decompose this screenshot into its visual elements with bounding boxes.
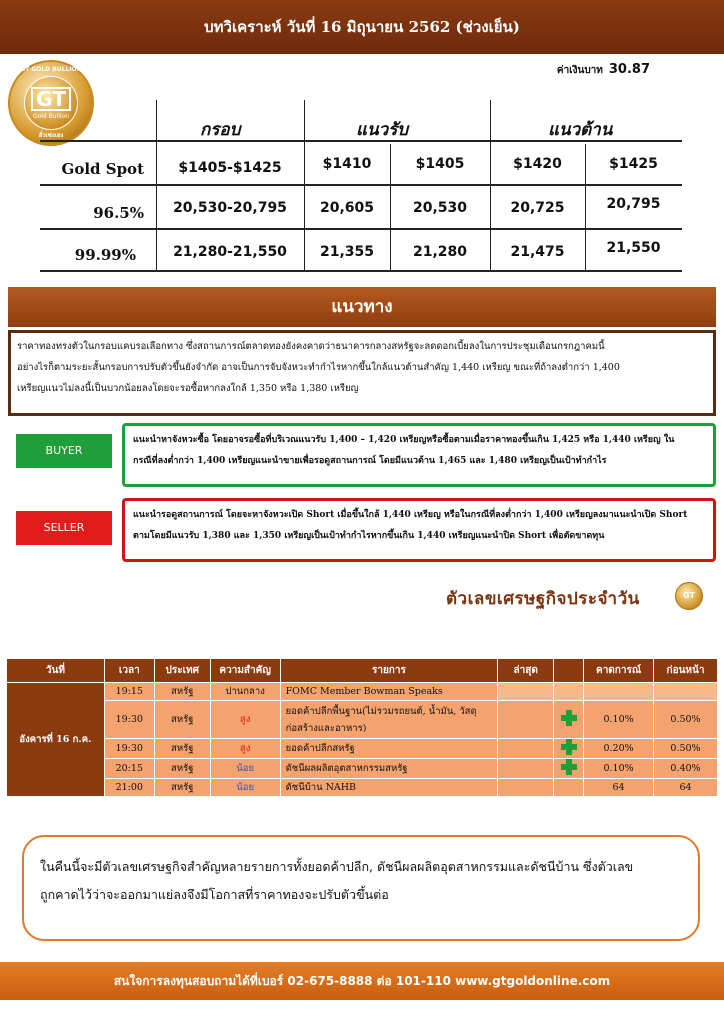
table-header-row	[7, 659, 718, 683]
range-gold-spot: $1405-$1425	[178, 160, 282, 176]
event-previous	[654, 683, 718, 701]
divider	[40, 140, 682, 142]
col-forecast: คาดการณ์	[584, 659, 654, 683]
event-latest	[498, 779, 554, 797]
seller-note	[122, 498, 716, 562]
col-indicator	[554, 659, 584, 683]
logo-subtitle: Gold Bullion	[32, 112, 70, 120]
gold-coin-icon: GT	[675, 582, 703, 610]
event-latest	[498, 683, 554, 701]
guide-box	[8, 330, 716, 416]
contact-text: สนใจการลงทุนสอบถามได้ที่เบอร์ 02-675-8888 ต่อ 101-110 www.gtgoldonline.com	[113, 974, 611, 988]
resistance2-gold-spot: $1425	[609, 156, 658, 172]
event-importance: สูง	[210, 701, 280, 739]
resistance2-9999: 21,550	[606, 240, 661, 256]
event-forecast: 0.10%	[584, 759, 654, 779]
contact-footer	[0, 962, 724, 1000]
positive-plus-icon	[561, 759, 577, 775]
col-latest: ล่าสุด	[498, 659, 554, 683]
resistance1-965: 20,725	[510, 200, 565, 216]
positive-plus-icon	[561, 710, 577, 726]
buyer-line: กรณีที่ลงต่ำกว่า 1,400 เหรียญแนะนำขายเพื่อรอดูสถานการณ์ โดยมีแนวต้าน 1,465 และ 1,480 เหรียญเป็นเป้าทำกำไร	[133, 456, 607, 466]
event-forecast	[584, 683, 654, 701]
support2-gold-spot: $1405	[415, 156, 465, 172]
table-row	[7, 759, 718, 779]
col-importance: ความสำคัญ	[210, 659, 280, 683]
event-country: สหรัฐ	[154, 683, 210, 701]
event-forecast: 64	[584, 779, 654, 797]
event-importance: สูง	[210, 739, 280, 759]
logo-top-text: GT GOLD BULLION	[20, 66, 82, 73]
support1-9999: 21,355	[319, 244, 375, 260]
table-row	[7, 701, 718, 739]
resistance1-9999: 21,475	[510, 244, 565, 260]
logo-bottom-text: ฮั่วเซ่งเฮง	[38, 132, 64, 139]
event-indicator	[554, 739, 584, 759]
guide-line: ราคาทองทรงตัวในกรอบแคบรอเลือกทาง ซึ่งสถานการณ์ตลาดทองยังคงคาดว่าธนาคารกลางสหรัฐจะลดดอกเบี้ยลงในการประชุมเดือนกรกฎาคมนี้	[17, 341, 605, 352]
event-indicator	[554, 779, 584, 797]
report-header	[0, 0, 724, 54]
seller-line: แนะนำรอดูสถานการณ์ โดยจะหาจังหวะเปิด Short เมื่อขึ้นใกล้ 1,440 เหรียญ หรือในกรณีที่ลงต่ำกว่า 1,400 เหรียญลงมาแนะนำเปิด Short	[133, 510, 688, 520]
col-event: รายการ	[280, 659, 498, 683]
range-9999: 21,280-21,550	[173, 244, 287, 260]
support1-965: 20,605	[319, 200, 375, 216]
summary-line: ถูกคาดไว้ว่าจะออกมาแย่ลงจึงมีโอกาสที่ราคาทองจะปรับตัวขึ้นต่อ	[40, 887, 389, 902]
resistance1-gold-spot: $1420	[513, 156, 562, 172]
col-date: วันที่	[7, 659, 105, 683]
event-latest	[498, 759, 554, 779]
seller-line: ตามโดยมีแนวรับ 1,380 และ 1,350 เหรียญเป็นเป้าทำกำไรหากขึ้นเกิน 1,440 เหรียญแนะนำปิด Short เพื่อตัดขาดทุน	[133, 531, 605, 541]
col-time: เวลา	[104, 659, 154, 683]
buyer-line: แนะนำหาจังหวะซื้อ โดยอาจรอซื้อที่บริเวณแนวรับ 1,400 – 1,420 เหรียญหรือซื้อตามเมื่อราคาทองขึ้นเกิน 1,425 หรือ 1,440 เหรียญ ใน	[133, 435, 675, 445]
guide-line: อย่างไรก็ตามระยะสั้นกรอบการปรับตัวขึ้นยังจำกัด อาจเป็นการจับจังหวะทำกำไรหากขึ้นใกล้แนวต้านสำคัญ 1,440 เหรียญ ขณะที่ถ้าลงต่ำกว่า 1,400	[17, 362, 620, 373]
event-country: สหรัฐ	[154, 739, 210, 759]
support2-965: 20,530	[412, 200, 468, 216]
row-label-965: 96.5%	[93, 204, 144, 222]
event-title: FOMC Member Bowman Speaks	[280, 683, 498, 701]
event-country: สหรัฐ	[154, 759, 210, 779]
event-indicator	[554, 759, 584, 779]
range-965: 20,530-20,795	[173, 200, 287, 216]
event-time: 21:00	[104, 779, 154, 797]
row-label-gold-spot: Gold Spot	[61, 160, 144, 178]
event-date: อังคารที่ 16 ก.ค.	[7, 683, 105, 797]
event-previous: 0.50%	[654, 701, 718, 739]
header-support: แนวรับ	[356, 120, 409, 140]
event-title: ดัชนีผลผลิตอุตสาหกรรมสหรัฐ	[280, 759, 498, 779]
guide-title: แนวทาง	[331, 297, 393, 317]
summary-box	[22, 835, 700, 941]
event-previous: 0.40%	[654, 759, 718, 779]
event-latest	[498, 701, 554, 739]
event-country: สหรัฐ	[154, 779, 210, 797]
event-title: ดัชนีบ้าน NAHB	[280, 779, 498, 797]
seller-badge: SELLER	[16, 511, 112, 545]
event-forecast: 0.20%	[584, 739, 654, 759]
row-label-9999: 99.99%	[74, 246, 136, 264]
event-latest	[498, 739, 554, 759]
table-row	[7, 683, 718, 701]
table-row	[7, 739, 718, 759]
event-time: 20:15	[104, 759, 154, 779]
event-forecast: 0.10%	[584, 701, 654, 739]
guide-heading	[8, 287, 716, 327]
event-time: 19:30	[104, 701, 154, 739]
event-importance: ปานกลาง	[210, 683, 280, 701]
col-previous: ก่อนหน้า	[654, 659, 718, 683]
summary-line: ในคืนนี้จะมีตัวเลขเศรษฐกิจสำคัญหลายรายการทั้งยอดค้าปลีก, ดัชนีผลผลิตอุตสาหกรรมและดัชนีบ้าน ซึ่งตัวเลข	[40, 859, 634, 874]
divider	[40, 270, 682, 272]
event-country: สหรัฐ	[154, 701, 210, 739]
report-title: บทวิเคราะห์ วันที่ 16 มิถุนายน 2562 (ช่วงเย็น)	[204, 18, 520, 36]
event-title: ยอดค้าปลีกพื้นฐาน(ไม่รวมรถยนต์, น้ำมัน, วัสดุก่อสร้างและอาหาร)	[280, 701, 498, 739]
event-time: 19:15	[104, 683, 154, 701]
event-previous: 0.50%	[654, 739, 718, 759]
company-logo	[8, 60, 94, 146]
positive-plus-icon	[561, 739, 577, 755]
econ-calendar-title: ตัวเลขเศรษฐกิจประจำวัน	[446, 589, 640, 609]
table-row	[7, 779, 718, 797]
event-title: ยอดค้าปลีกสหรัฐ	[280, 739, 498, 759]
event-indicator	[554, 683, 584, 701]
support2-9999: 21,280	[412, 244, 468, 260]
event-time: 19:30	[104, 739, 154, 759]
fx-rate	[557, 62, 650, 78]
buyer-note	[122, 423, 716, 487]
buyer-badge: BUYER	[16, 434, 112, 468]
resistance2-965: 20,795	[606, 196, 661, 212]
event-importance: น้อย	[210, 759, 280, 779]
logo-badge	[24, 76, 78, 130]
col-country: ประเทศ	[154, 659, 210, 683]
event-previous: 64	[654, 779, 718, 797]
header-resistance: แนวต้าน	[548, 120, 613, 140]
support1-gold-spot: $1410	[322, 156, 372, 172]
header-range: กรอบ	[200, 120, 241, 140]
econ-calendar-table	[6, 658, 718, 797]
fx-label: ค่าเงินบาท	[556, 65, 603, 76]
event-importance: น้อย	[210, 779, 280, 797]
event-indicator	[554, 701, 584, 739]
fx-value: 30.87	[608, 62, 650, 77]
logo-mark: GT	[31, 87, 71, 111]
guide-line: เหรียญแนวไม่ลงนี้เป็นบวกน้อยลงโดยจะรอซื้อหากลงใกล้ 1,350 หรือ 1,380 เหรียญ	[17, 383, 359, 394]
